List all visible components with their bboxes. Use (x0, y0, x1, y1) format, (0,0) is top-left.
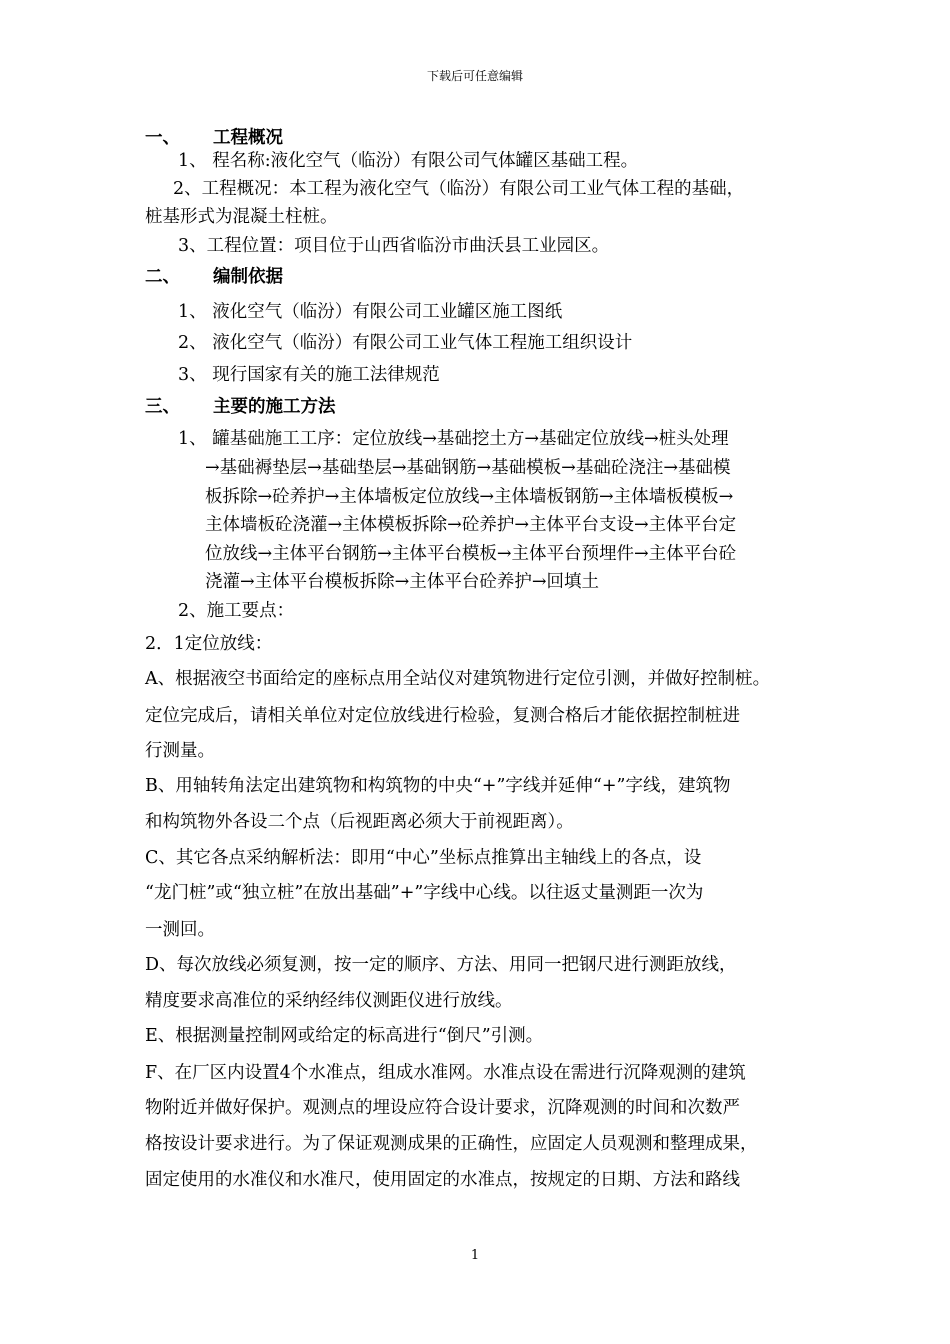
section-title: 编制依据 (213, 267, 283, 287)
text-line: 3、 现行国家有关的施工法律规范 (178, 365, 440, 385)
text-line: 行测量。 (145, 741, 215, 761)
text-line: A、根据液空书面给定的座标点用全站仪对建筑物进行定位引测，并做好控制桩。 (145, 669, 771, 689)
text-line: 1、 罐基础施工工序：定位放线→基础挖土方→基础定位放线→桩头处理 (178, 429, 729, 449)
text-line: 桩基形式为混凝土柱桩。 (145, 207, 338, 227)
text-line: 和构筑物外各设二个点（后视距离必须大于前视距离）。 (145, 812, 574, 832)
section-number: 一、 (145, 128, 180, 148)
text-line: →基础褥垫层→基础垫层→基础钢筋→基础模板→基础砼浇注→基础模 (205, 458, 731, 478)
section-number: 二、 (145, 267, 180, 287)
text-line: D、每次放线必须复测，按一定的顺序、方法、用同一把钢尺进行测距放线， (145, 955, 737, 975)
text-line: 格按设计要求进行。为了保证观测成果的正确性，应固定人员观测和整理成果， (145, 1134, 758, 1154)
section-title: 工程概况 (213, 128, 283, 148)
text-line: 物附近并做好保护。观测点的埋设应符合设计要求，沉降观测的时间和次数严 (145, 1098, 740, 1118)
text-line: E、根据测量控制网或给定的标高进行“倒尺”引测。 (145, 1026, 544, 1046)
section-title: 主要的施工方法 (213, 397, 336, 417)
section-number: 三、 (145, 397, 180, 417)
text-line: “龙门桩”或“独立桩”在放出基础”+”字线中心线。以往返丈量测距一次为 (145, 883, 704, 903)
text-line: F、在厂区内设置4个水准点，组成水准网。水准点设在需进行沉降观测的建筑 (145, 1063, 746, 1083)
text-line: 精度要求高准位的采纳经纬仪测距仪进行放线。 (145, 991, 513, 1011)
text-line: 2、工程概况：本工程为液化空气（临汾）有限公司工业气体工程的基础， (173, 179, 745, 199)
text-line: 1、 液化空气（临汾）有限公司工业罐区施工图纸 (178, 302, 563, 322)
text-line: 定位完成后，请相关单位对定位放线进行检验，复测合格后才能依据控制桩进 (145, 706, 740, 726)
page-number: 1 (470, 1248, 480, 1263)
text-line: 浇灌→主体平台模板拆除→主体平台砼养护→回填土 (205, 572, 599, 592)
text-line: 主体墙板砼浇灌→主体模板拆除→砼养护→主体平台支设→主体平台定 (205, 515, 737, 535)
text-line: 2、 液化空气（临汾）有限公司工业气体工程施工组织设计 (178, 333, 633, 353)
text-line: 位放线→主体平台钢筋→主体平台模板→主体平台预埋件→主体平台砼 (205, 544, 737, 564)
text-line: 板拆除→砼养护→主体墙板定位放线→主体墙板钢筋→主体墙板模板→ (205, 487, 734, 507)
text-line: 2．1定位放线： (145, 634, 273, 654)
text-line: 固定使用的水准仪和水准尺，使用固定的水准点，按规定的日期、方法和路线 (145, 1170, 740, 1190)
text-line: 一测回。 (145, 920, 215, 940)
page-header: 下载后可任意编辑 (426, 69, 523, 83)
text-line: 2、施工要点： (178, 601, 295, 621)
text-line: C、其它各点采纳解析法：即用“中心”坐标点推算出主轴线上的各点，设 (145, 848, 702, 868)
text-line: B、用轴转角法定出建筑物和构筑物的中央“+”字线并延伸“+”字线，建筑物 (145, 776, 731, 796)
text-line: 3、工程位置：项目位于山西省临汾市曲沃县工业园区。 (178, 236, 610, 256)
text-line: 1、 程名称:液化空气（临汾）有限公司气体罐区基础工程。 (178, 151, 639, 171)
